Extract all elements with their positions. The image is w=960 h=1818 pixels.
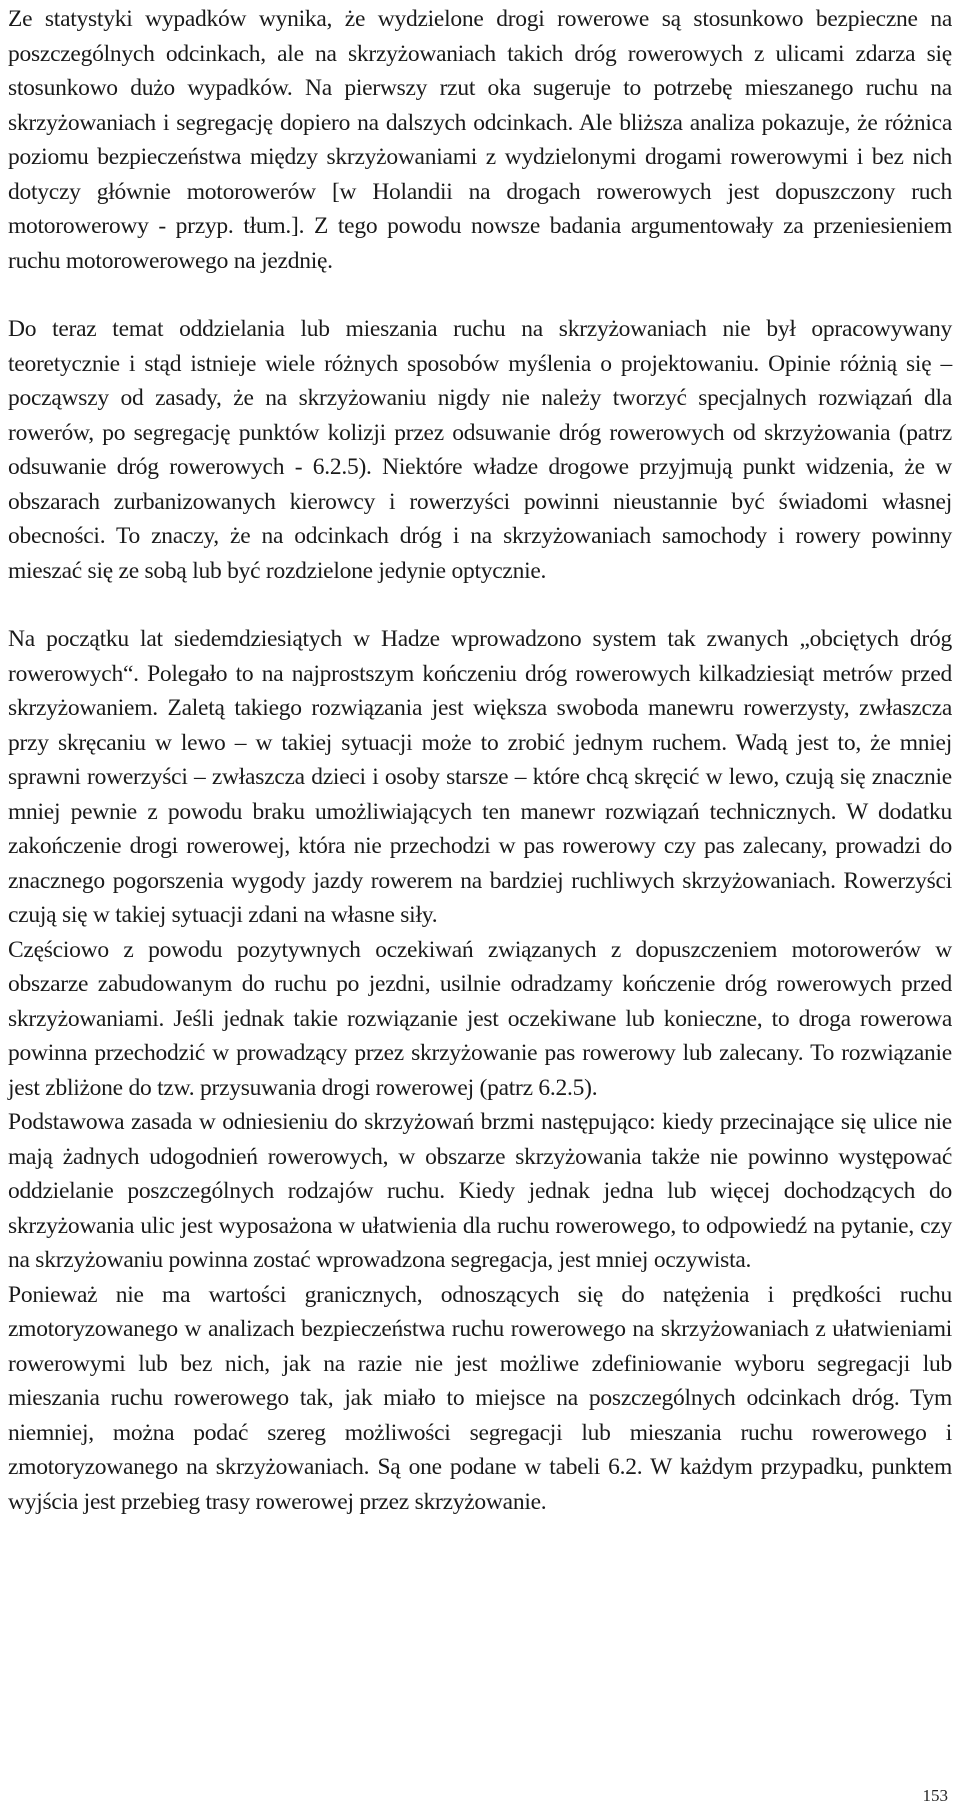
- paragraph-intro: Ze statystyki wypadków wynika, że wydzielone drogi rowerowe są stosunkowo bezpieczne na poszczególnych odcinkach, ale na skrzyżowaniach takich dróg rowerowych z ulicami zdarza się stosunkowo dużo wypadków. Na pierwszy rzut oka sugeruje to potrzebę mieszanego ruchu na skrzyżowaniach i segregację dopiero na dalszych odcinkach. Ale bliższa analiza pokazuje, że różnica poziomu bezpieczeństwa między skrzyżowaniami z wydzielonymi drogami rowerowymi i bez nich dotyczy głównie motorowerów [w Holandii na drogach rowerowych jest dopuszczony ruch motorowerowy - przyp. tłum.]. Z tego powodu nowsze badania argumentowały za przeniesieniem ruchu motorowerowego na jezdnię.: [8, 6, 952, 274]
- paragraph-separation-theory: Do teraz temat oddzielania lub mieszania ruchu na skrzyżowaniach nie był opracowywany teoretycznie i stąd istnieje wiele różnych sposobów myślenia o projektowaniu. Opinie różnią się – począwszy od zasady, że na skrzyżowaniu nigdy nie należy tworzyć specjalnych rozwiązań dla rowerów, po segregację punktów kolizji przez odsuwanie dróg rowerowych od skrzyżowania (patrz odsuwanie dróg rowerowych - 6.2.5). Niektóre władze drogowe przyjmują punkt widzenia, że w obszarach zurbanizowanych kierowcy i rowerzyści powinni nieustannie być świadomi własnej obecności. To znaczy, że na odcinkach dróg i na skrzyżowaniach samochody i rowery powinny mieszać się ze sobą lub być rozdzielone jedynie optycznie.: [8, 316, 952, 584]
- paragraph-limit-values: Ponieważ nie ma wartości granicznych, odnoszących się do natężenia i prędkości ruchu zmotoryzowanego w analizach bezpieczeństwa ruchu rowerowego na skrzyżowaniach z ułatwieniami rowerowymi lub bez nich, jak na razie nie jest możliwe zdefiniowanie wyboru segregacji lub mieszania ruchu rowerowego tak, jak miało to miejsce na poszczególnych odcinkach dróg. Tym niemniej, można podać szereg możliwości segregacji lub mieszania ruchu rowerowego i zmotoryzowanego na skrzyżowaniach. Są one podane w tabeli 6.2. W każdym przypadku, punktem wyjścia jest przebieg trasy rowerowej przez skrzyżowanie.: [8, 1281, 952, 1515]
- paragraph-basic-principle: Podstawowa zasada w odniesieniu do skrzyżowań brzmi następująco: kiedy przecinające się ulice nie mają żadnych udogodnień rowerowych, w obszarze skrzyżowania także nie powinno występować oddzielanie poszczególnych rodzajów ruchu. Kiedy jednak jedna lub więcej dochodzących do skrzyżowania ulic jest wyposażona w ułatwienia dla ruchu rowerowego, to odpowiedź na pytanie, czy na skrzyżowaniu powinna zostać wprowadzona segregacja, jest mniej oczywista.: [8, 1109, 952, 1273]
- page-number: 153: [922, 1786, 948, 1805]
- paragraph-recommendation: Częściowo z powodu pozytywnych oczekiwań związanych z dopuszczeniem motorowerów w obszarze zabudowanym do ruchu po jezdni, usilnie odradzamy kończenie dróg rowerowych przed skrzyżowaniami. Jeśli jednak takie rozwiązanie jest oczekiwane lub konieczne, to droga rowerowa powinna przechodzić w prowadzący przez skrzyżowanie pas rowerowy lub zalecany. To rozwiązanie jest zbliżone do tzw. przysuwania drogi rowerowej (patrz 6.2.5).: [8, 936, 952, 1101]
- paragraph-hague-system: Na początku lat siedemdziesiątych w Hadze wprowadzono system tak zwanych „obciętych dróg rowerowych“. Polegało to na najprostszym kończeniu dróg rowerowych kilkadziesiąt metrów przed skrzyżowaniem. Zaletą takiego rozwiązania jest większa swoboda manewru rowerzysty, zwłaszcza przy skręcaniu w lewo – w takiej sytuacji może to zrobić jednym ruchem. Wadą jest to, że mniej sprawni rowerzyści – zwłaszcza dzieci i osoby starsze – które chcą skręcić w lewo, czują się znacznie mniej pewnie z powodu braku umożliwiających ten manewr rozwiązań technicznych. W dodatku zakończenie drogi rowerowej, która nie przechodzi w pas rowerowy czy pas zalecany, prowadzi do znacznego pogorszenia wygody jazdy rowerem na bardziej ruchliwych skrzyżowaniach. Rowerzyści czują się w takiej sytuacji zdani na własne siły.: [8, 626, 952, 928]
